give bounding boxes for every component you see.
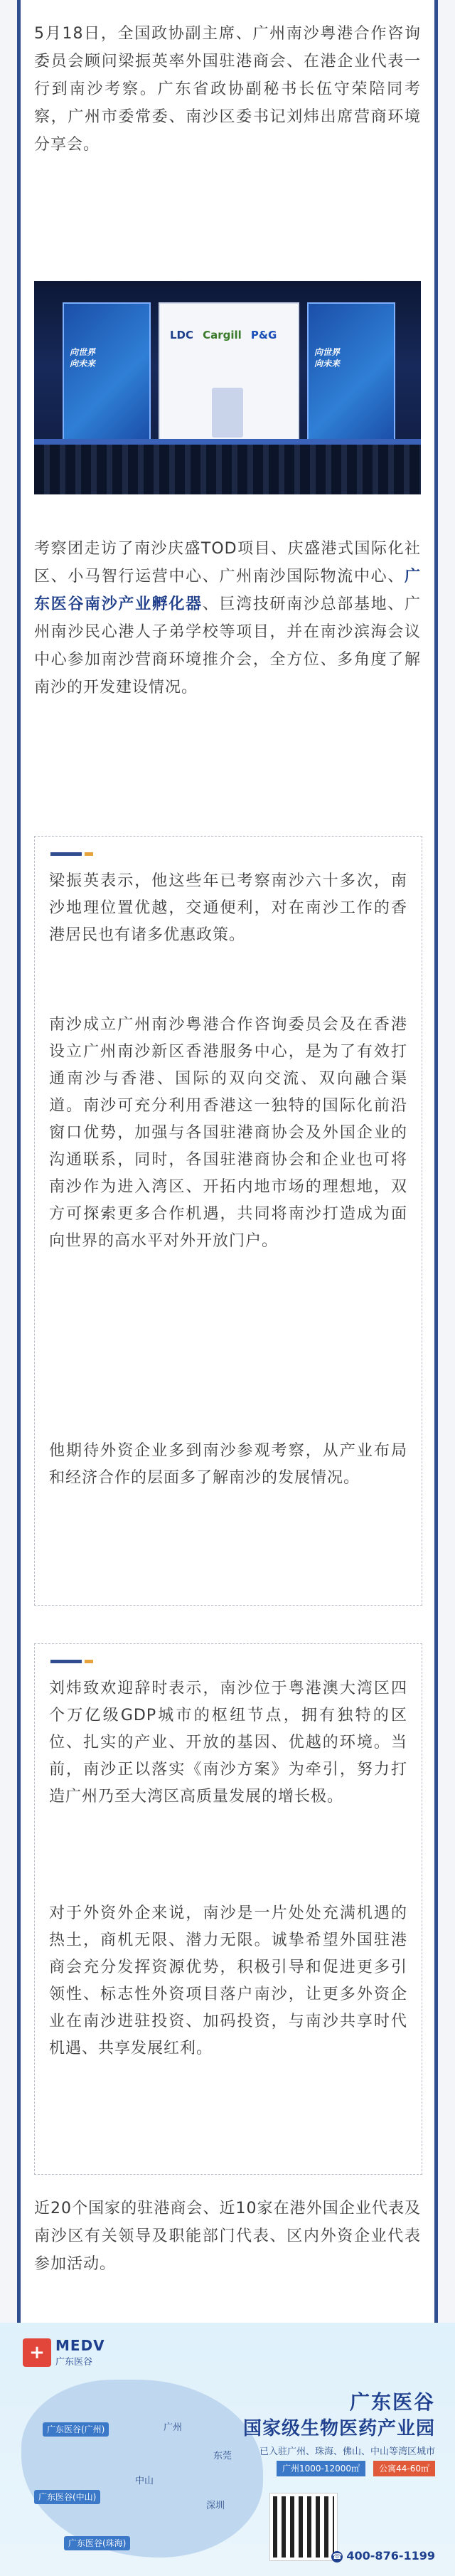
phone-number: 400-876-1199 <box>346 2549 435 2562</box>
sponsor-logo: Cargill <box>203 329 242 341</box>
liu-quote-2: 对于外资外企来说，南沙是一片处处充满机遇的热土，商机无限、潜力无限。诚挚希望外国驻港商会充分发挥资源优势，积极引导和促进更多引领性、标志性外资项目落户南沙，让更多外资企业在南沙进驻投资、加码投资，与南沙共享时代机遇、共享发展红利。 <box>49 1904 407 2057</box>
map-label: 广东医谷(珠海) <box>64 2536 130 2550</box>
leung-quote-2: 南沙成立广州南沙粤港合作咨询委员会及在香港设立广州南沙新区香港服务中心，是为了有效打通南沙与香港、国际的双向交流、双向融合渠道。南沙可充分利用香港这一独特的国际化前沿窗口优势，加强与各国驻港商协会及外国企业的沟通联系，同时，各国驻港商协会和企业也可将南沙作为进入湾区、开拓内地市场的理想地，双方可探索更多合作机遇，共同将南沙打造成为面向世界的高水平对外开放门户。 <box>49 1016 407 1250</box>
map-city: 东莞 <box>213 2451 232 2461</box>
right-stage-screen <box>307 302 395 440</box>
quote-accent-bar <box>50 852 93 856</box>
visit-text-1: 考察团走访了南沙庆盛TOD项目、庆盛港式国际化社区、小马智行运营中心、广州南沙国际物流中心、 <box>34 540 421 585</box>
banner-tag: 广州1000-12000㎡ <box>277 2461 365 2476</box>
quote-box-liu <box>34 1643 422 2175</box>
liu-quote-1: 刘炜致欢迎辞时表示，南沙位于粤港澳大湾区四个万亿级GDP城市的枢纽节点，拥有独特的区位、扎实的产业、开放的基因、优越的环境。当前，南沙正以落实《南沙方案》为牵引，努力打造广州乃至大湾区高质量发展的增长极。 <box>49 1680 407 1806</box>
visit-text-2: 、巨湾技研南沙总部基地、广州南沙民心港人子弟学校等项目，并在南沙滨海会议中心参加南沙营商环境推介会，全方位、多角度了解南沙的开发建设情况。 <box>34 595 421 696</box>
banner-title: 广东医谷 <box>349 2390 435 2414</box>
banner-route: 已入驻广州、珠海、佛山、中山等湾区城市 <box>259 2447 435 2457</box>
leung-quote-3: 他期待外资企业多到南沙参观考察，从产业布局和经济合作的层面多了解南沙的发展情况。 <box>49 1442 407 1487</box>
medv-ad-banner[interactable] <box>0 2323 455 2576</box>
map-city: 深圳 <box>206 2501 225 2511</box>
banner-tags <box>272 2461 435 2476</box>
right-border-bar <box>434 0 438 2550</box>
intro-paragraph: 5月18日，全国政协副主席、广州南沙粤港合作咨询委员会顾问梁振英率外国驻港商会、在港企业代表一行到南沙考察。广东省政协副秘书长伍守荣陪同考察，广州市委常委、南沙区委书记刘炜出席营商环境分享会。 <box>34 25 421 154</box>
phone-icon: ☎ <box>332 2551 343 2561</box>
medv-logo-text: MEDV <box>55 2337 105 2354</box>
leung-quote-1: 梁振英表示，他这些年已考察南沙六十多次，南沙地理位置优越，交通便利，对在南沙工作的香港居民也有诸多优惠政策。 <box>49 872 407 944</box>
left-screen-slogan: 向世界 向未来 <box>70 347 96 369</box>
audience-silhouettes <box>34 445 421 494</box>
map-label: 广东医谷(中山) <box>34 2490 100 2504</box>
medv-cross-icon: + <box>23 2338 51 2367</box>
visit-highlight: 广东医谷南沙产业孵化器 <box>34 568 421 613</box>
qr-code <box>270 2493 337 2560</box>
medv-logo-cn: 广东医谷 <box>55 2357 93 2368</box>
podium <box>212 388 243 438</box>
sponsor-logo: LDC <box>170 329 194 341</box>
quote-accent-bar <box>50 1660 93 1663</box>
map-city: 广州 <box>164 2422 183 2433</box>
quote-box-leung <box>34 836 422 1606</box>
sponsor-logo: P&G <box>250 329 277 341</box>
banner-subtitle: 国家级生物医药产业园 <box>242 2418 435 2439</box>
banner-tag: 公寓44-60㎡ <box>373 2461 435 2476</box>
left-stage-screen <box>63 302 151 440</box>
closing-paragraph: 近20个国家的驻港商会、近10家在港外国企业代表及南沙区有关领导及职能部门代表、区内外资企业代表参加活动。 <box>34 2200 421 2273</box>
sponsor-logos <box>170 328 288 341</box>
map-region <box>21 2380 263 2558</box>
visit-paragraph <box>34 535 421 701</box>
banner-phone[interactable] <box>331 2549 435 2562</box>
map-city: 中山 <box>135 2476 154 2486</box>
right-screen-slogan: 向世界 向未来 <box>314 347 341 369</box>
map-label: 广东医谷(广州) <box>43 2422 109 2437</box>
event-photo <box>34 281 421 494</box>
